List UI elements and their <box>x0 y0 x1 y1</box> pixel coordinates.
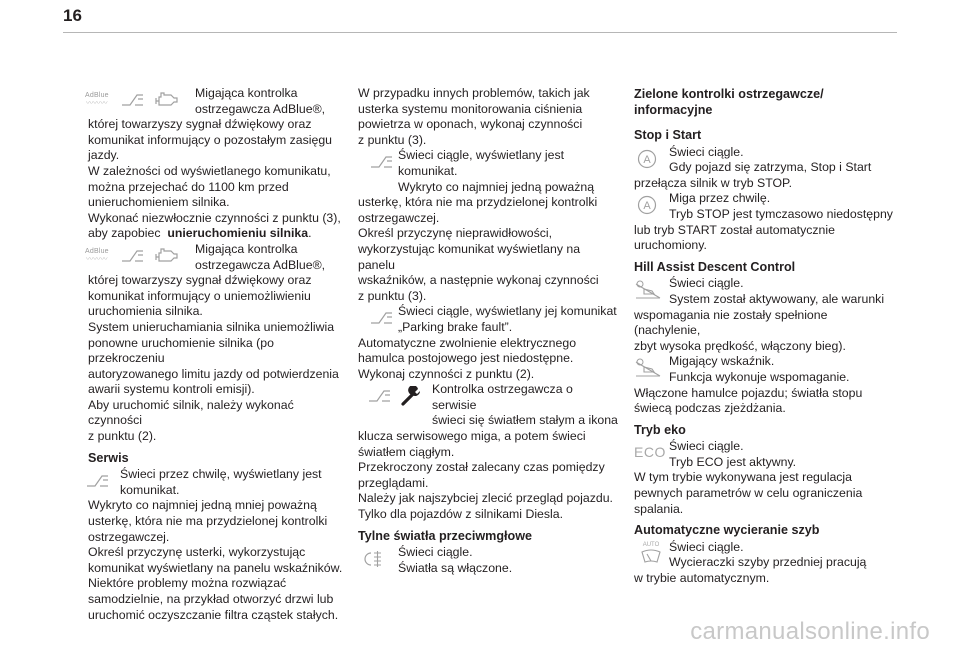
service-text: ostrzegawczej. <box>358 210 440 225</box>
adblue-2-text: komunikat informujący o uniemożliwieniu <box>88 288 311 303</box>
auto-wiper-indicator-line-1: Świeci ciągle. <box>669 539 744 554</box>
parking-brake-text: Wykonaj czynności z punktu (2). <box>358 366 535 381</box>
column-right <box>634 86 896 587</box>
service-text: wykorzystując komunikat wyświetlany na panelu <box>358 241 581 272</box>
engine-icon <box>153 247 179 265</box>
svg-text:A: A <box>643 153 651 166</box>
stop-start-2-text: uruchomiony. <box>634 238 707 253</box>
hill-descent-2-text: Włączone hamulce pojazdu; światła stopu <box>634 385 863 400</box>
auto-wiper-text: w trybie automatycznym. <box>634 571 770 586</box>
adblue-2-text: awarii systemu kontroli emisji). <box>88 382 255 397</box>
parking-brake-text: Automatyczne zwolnienie elektrycznego <box>358 335 577 350</box>
hill-descent-block-2 <box>634 354 896 416</box>
adblue-warning-block-1 <box>85 86 350 242</box>
stop-start-block-2 <box>634 191 896 253</box>
serwis-text: uruchomić oczyszczanie filtra cząstek stałych. <box>88 607 339 622</box>
service-icon <box>121 92 145 108</box>
hill-descent-2-indicator-line-1: Migający wskaźnik. <box>669 354 775 369</box>
service-wrench-block <box>358 382 620 522</box>
intro-text: powietrza w oponach, wykonaj czynności <box>358 117 583 132</box>
wrench-text: Przekroczony został zalecany czas pomiędzy <box>358 460 605 475</box>
auto-wiper-icon <box>640 549 662 565</box>
eco-text: W tym trybie wykonywana jest regulacja <box>634 470 853 485</box>
rear-fog-light-icon <box>364 549 386 569</box>
eco-indicator-line-1: Świeci ciągle. <box>669 439 744 454</box>
wrench-text: Tylko dla pojazdów z silnikami Diesla. <box>358 507 564 522</box>
column-middle <box>358 86 620 576</box>
intro-text: W przypadku innych problemów, takich jak <box>358 86 590 100</box>
auto-wiper-heading: Automatyczne wycieranie szyb <box>634 523 820 538</box>
stop-start-1-text: przełącza silnik w tryb STOP. <box>634 175 793 190</box>
engine-icon <box>153 91 179 109</box>
hill-descent-1-indicator-line-1: Świeci ciągle. <box>669 276 744 291</box>
hill-descent-block-1 <box>634 276 896 354</box>
rear-fog-indicator-line-2: Światła są włączone. <box>398 560 513 575</box>
stop-start-icon <box>636 194 658 216</box>
serwis-indicator-line-1: Świeci przez chwilę, wyświetlany jest <box>120 467 322 482</box>
adblue-1-text: Wykonać niezwłocznie czynności z punktu (3), <box>88 210 341 225</box>
service-text: Określ przyczynę nieprawidłowości, <box>358 226 553 241</box>
serwis-text: ostrzegawczej. <box>88 529 170 544</box>
service-icon <box>370 154 394 170</box>
service-warning-block <box>358 148 620 304</box>
adblue-1-indicator-line-1: Migająca kontrolka <box>195 86 298 100</box>
hill-descent-1-text: zbyt wysoka prędkość, włączony bieg). <box>634 338 846 353</box>
service-icon <box>368 388 392 404</box>
eco-heading: Tryb eko <box>634 422 686 437</box>
page-number: 16 <box>63 6 82 25</box>
wrench-text: klucza serwisowego miga, a potem świeci <box>358 429 586 444</box>
adblue-1-text: jazdy. <box>88 148 120 163</box>
service-text: usterkę, która nie ma przydzielonej kontrolki <box>358 195 598 210</box>
stop-start-2-indicator-line-2: Tryb STOP jest tymczasowo niedostępny <box>669 206 893 221</box>
stop-start-1-indicator-line-1: Świeci ciągle. <box>669 144 744 159</box>
parking-brake-indicator-line-2: „Parking brake fault”. <box>398 319 513 334</box>
svg-text:A: A <box>643 200 651 213</box>
service-text: wskaźników, a następnie wykonaj czynności <box>358 273 599 288</box>
service-text: z punktu (3). <box>358 288 427 303</box>
stop-start-2-text: lub tryb START został automatycznie <box>634 222 835 237</box>
adblue-2-text: autoryzowanego limitu jazdy od potwierdzenia <box>88 366 339 381</box>
adblue-1-text: komunikat informujący o pozostałym zasięgu <box>88 132 332 147</box>
auto-wiper-block <box>634 540 896 587</box>
adblue-1-last-line: aby zapobiec unieruchomieniu silnika. <box>88 226 312 241</box>
wrench-text: przeglądami. <box>358 475 429 490</box>
adblue-1-text: której towarzyszy sygnał dźwiękowy oraz <box>88 117 312 132</box>
adblue-2-text: uruchomienia silnika. <box>88 304 203 319</box>
service-icon <box>370 310 394 326</box>
adblue-2-indicator-line-2: ostrzegawcza AdBlue®, <box>195 257 326 272</box>
adblue-2-text: System unieruchamiania silnika uniemożliwia <box>88 319 335 334</box>
intro-text: z punktu (3). <box>358 132 427 147</box>
adblue-icon: AdBlue 〰〰〰 <box>85 247 109 263</box>
eco-text: pewnych parametrów w celu ograniczenia <box>634 486 863 501</box>
rear-fog-block <box>358 545 620 576</box>
serwis-block <box>88 467 350 623</box>
serwis-heading: Serwis <box>88 450 129 465</box>
adblue-1-indicator-line-2: ostrzegawcza AdBlue®, <box>195 101 326 116</box>
wrench-indicator-line-1: Kontrolka ostrzegawcza o serwisie <box>432 382 573 412</box>
watermark: carmanualsonline.info <box>690 618 930 645</box>
adblue-2-text: z punktu (2). <box>88 429 157 444</box>
serwis-text: komunikat wyświetlany na panelu wskaźników. <box>88 560 343 575</box>
adblue-2-text: której towarzyszy sygnał dźwiękowy oraz <box>88 273 312 288</box>
auto-wiper-label: AUTO <box>642 542 660 549</box>
adblue-2-text: ponowne uruchomienie silnika (po przekroczeniu <box>88 335 274 366</box>
hill-descent-1-text: wspomagania nie zostały spełnione (nachylenie, <box>634 307 828 338</box>
service-indicator-line-1: Świeci ciągle, wyświetlany jest komunikat. <box>398 148 565 178</box>
adblue-2-indicator-line-1: Migająca kontrolka <box>195 241 298 256</box>
parking-brake-indicator-line-1: Świeci ciągle, wyświetlany jej komunikat <box>398 304 617 319</box>
hill-descent-1-indicator-line-2: System został aktywowany, ale warunki <box>669 291 885 306</box>
eco-text: spalania. <box>634 501 684 516</box>
serwis-text: samodzielnie, na przykład otworzyć drzwi lub <box>88 592 334 606</box>
hill-descent-2-text: świecą podczas zjeżdżania. <box>634 401 786 416</box>
adblue-icon: AdBlue 〰〰〰 <box>85 92 109 107</box>
serwis-text: Niektóre problemy można rozwiązać <box>88 576 287 591</box>
hill-descent-icon <box>634 358 662 378</box>
green-indicators-heading: Zielone kontrolki ostrzegawcze/ informacyjne <box>634 87 824 117</box>
eco-block <box>634 439 896 517</box>
wrench-indicator-line-2: świeci się światłem stałym a ikona <box>432 413 618 428</box>
serwis-text: Wykryto co najmniej jedną mniej poważną <box>88 498 317 513</box>
adblue-2-text: Aby uruchomić silnik, należy wykonać czynności <box>88 397 294 428</box>
adblue-1-text: W zależności od wyświetlanego komunikatu, <box>88 163 331 178</box>
wrench-text: Należy jak najszybciej zlecić przegląd pojazdu. <box>358 491 613 506</box>
auto-wiper-indicator-line-2: Wycieraczki szyby przedniej pracują <box>669 555 867 570</box>
serwis-indicator-line-2: komunikat. <box>120 482 180 497</box>
wrench-icon <box>400 386 422 406</box>
serwis-text: Określ przyczynę usterki, wykorzystując <box>88 545 306 560</box>
eco-indicator-line-2: Tryb ECO jest aktywny. <box>669 454 797 469</box>
rear-fog-heading: Tylne światła przeciwmgłowe <box>358 528 533 543</box>
stop-start-icon <box>636 148 658 170</box>
service-icon <box>86 473 110 489</box>
intro-text: usterka systemu monitorowania ciśnienia <box>358 101 583 116</box>
hill-descent-icon <box>634 280 662 300</box>
parking-brake-text: hamulca postojowego jest niedostępne. <box>358 351 574 366</box>
hill-descent-heading: Hill Assist Descent Control <box>634 259 796 274</box>
adblue-warning-block-2 <box>85 241 350 445</box>
parking-brake-block <box>358 304 620 382</box>
hill-descent-2-indicator-line-2: Funkcja wykonuje wspomaganie. <box>669 369 850 384</box>
adblue-1-text: unieruchomieniem silnika. <box>88 195 230 210</box>
stop-start-block-1 <box>634 145 896 192</box>
wrench-text: światłem ciągłym. <box>358 444 455 459</box>
service-icon <box>121 248 145 264</box>
stop-start-1-indicator-line-2: Gdy pojazd się zatrzyma, Stop i Start <box>669 160 872 175</box>
serwis-text: usterkę, która nie ma przydzielonej kontrolki <box>88 514 328 529</box>
rear-fog-indicator-line-1: Świeci ciągle. <box>398 545 473 560</box>
eco-icon: ECO <box>634 444 666 461</box>
top-rule <box>63 32 897 33</box>
service-indicator-line-2: Wykryto co najmniej jedną poważną <box>398 179 595 194</box>
column-left <box>85 86 350 623</box>
adblue-1-text: można przejechać do 1100 km przed <box>88 179 289 194</box>
stop-start-2-indicator-line-1: Miga przez chwilę. <box>669 191 771 206</box>
stop-start-heading: Stop i Start <box>634 128 702 142</box>
